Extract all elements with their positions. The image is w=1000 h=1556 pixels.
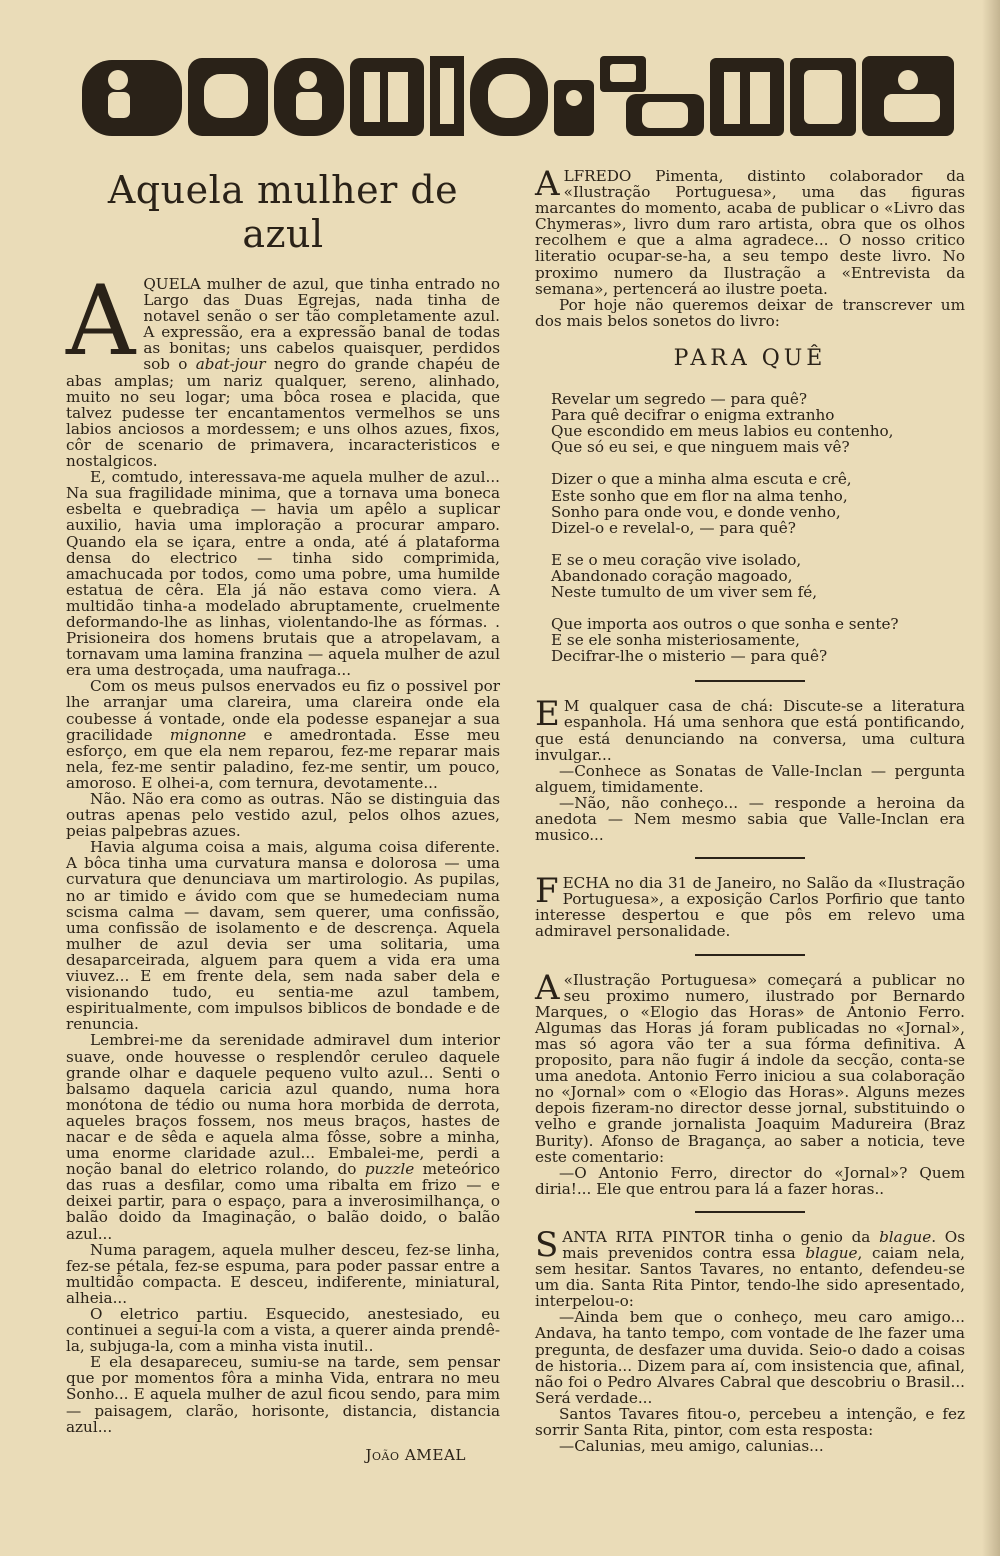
dialogue-line: —O Antonio Ferro, director do «Jornal»? Quem diria!... Ele que entrou para lá a fazer horas.. xyxy=(535,1163,965,1198)
note-paragraph xyxy=(535,1224,966,1311)
note-paragraph xyxy=(535,967,965,1166)
poem-verse: E se ele sonha misteriosamente, xyxy=(551,631,800,650)
italic-term: mignonne xyxy=(169,725,247,744)
poem-verse: Que só eu sei, e que ninguem mais vê? xyxy=(551,438,850,457)
poem-verse: Para quê decifrar o enigma extranho xyxy=(551,406,835,425)
lead-word: QUELA xyxy=(143,275,201,293)
note-exhibition xyxy=(535,871,965,941)
poem-verse: Abandonado coração magoado, xyxy=(551,566,793,585)
dropcap-letter: A xyxy=(66,265,136,377)
poem-verse: Revelar um segredo — para quê? xyxy=(551,390,808,409)
dropcap-letter: S xyxy=(535,1224,559,1265)
italic-term: blague xyxy=(879,1227,932,1246)
lead-word: LFREDO xyxy=(563,167,632,185)
lead-word: ANTA RITA PINTOR xyxy=(562,1227,726,1246)
note-tea-house xyxy=(535,694,965,845)
paragraph-text: , caiam nela, sem hesitar. Santos Tavares, no entanto, defendeu-se um dia. Santa Rita Pintor, tendo-lhe sido apresentado, interpelou-o: xyxy=(535,1243,966,1311)
intro-paragraph xyxy=(535,164,965,298)
paragraph-1 xyxy=(66,265,500,471)
paragraph-4: Não. Não era como as outras. Não se distinguia das outras apenas pelo vestido azul, pelos olhos azues, peias palpebras azues. xyxy=(66,790,500,841)
paragraph-text: «Ilustração Portuguesa» começará a publicar no seu proximo numero, ilustrado por Bernardo Marques, o «Elogio das Horas» de Antonio Ferro. Algumas das Horas já foram publicadas no «Jornal», mas só agora vão ter a sua fórma definitiva. A proposito, para não fugir á indole da secção, conta-se uma anedota. Antonio Ferro iniciou a sua colaboração no «Jornal» com o «Elogio das Horas». Alguns mezes depois fizeram-no director desse jornal, substituindo o velho e grande jornalista Joaquim Madureira (Braz Burity). Afonso de Bragança, ao saber a noticia, teve este comentario: xyxy=(535,970,965,1166)
poem-verse: Que escondido em meus labios eu contenho, xyxy=(551,422,894,441)
italic-term: puzzle xyxy=(364,1160,415,1179)
dropcap-letter: A xyxy=(535,164,560,204)
dropcap-letter: F xyxy=(535,871,559,912)
dropcap-letter: E xyxy=(535,694,560,735)
dialogue-line: —Calunias, meu amigo, calunias... xyxy=(559,1437,824,1456)
section-divider xyxy=(695,954,805,956)
dialogue-line: Santos Tavares fitou-o, percebeu a intenção, e fez sorrir Santa Rita, pintor, com esta resposta: xyxy=(535,1404,965,1439)
paragraph-8: O eletrico partiu. Esquecido, anestesiado, eu continuei a segui-la com a vista, a querer ainda prendê-la, subjuga-la, com a minha vista inutil.. xyxy=(66,1305,500,1356)
poem-title: PARA QUÊ xyxy=(673,345,827,371)
paragraph-text: e amedrontada. Esse meu esforço, em que ela nem reparou, fez-me reparar mais nela, fez-me sentir paladino, fez-me sentir, um pouco, amoroso. E olhei-a, com ternura, devotamente... xyxy=(66,725,501,792)
paragraph-9: E ela desapareceu, sumiu-se na tarde, sem pensar que por momentos fôra a minha Vida, entrara no meu Sonho... E aquela mulher de azul ficou sendo, para mim — paisagem, clarão, horisonte, distancia, distancia azul... xyxy=(66,1353,500,1436)
paragraph-text: . Os mais prevenidos contra essa xyxy=(562,1227,965,1262)
section-divider xyxy=(695,1211,805,1213)
poem-stanza-2 xyxy=(551,471,965,535)
right-column xyxy=(535,164,966,1456)
paragraph-text: Com os meus pulsos enervados eu fiz o possivel por lhe arranjar uma clareira, uma clareira onde ela coubesse á vontade, onde ela podesse espanejar a sua gracilidade xyxy=(66,677,500,744)
lead-word: ECHA xyxy=(562,874,610,893)
dialogue-line: —Conhece as Sonatas de Valle-Inclan — pergunta alguem, timidamente. xyxy=(535,761,965,796)
italic-term: abat-jour xyxy=(195,355,266,374)
poem-verse: Sonho para onde vou, e donde venho, xyxy=(551,502,841,521)
poem-verse: Que importa aos outros o que sonha e sente? xyxy=(551,615,899,634)
lead-word: M xyxy=(563,697,580,716)
paragraph-2: E, comtudo, interessava-me aquela mulher de azul... Na sua fragilidade minima, que a tornava uma boneca esbelta e quebradiça — havia um apêlo a suplicar auxilio, havia uma imploração a procurar amparo. Quando ela se içara, entre a onda, até á plataforma densa do electrico — tinha sido comprimida, amachucada por todos, como uma pobre, uma humilde estatua de cêra. Ela já não estava como viera. A multidão tinha-a modelado abruptamente, cruelmente deformando-lhe as linhas, violentando-lhe as fórmas. . Prisioneira dos homens brutais que a atropelavam, a tornavam uma lamina franzina — aquela mulher de azul era uma destroçada, uma naufraga... xyxy=(66,468,500,680)
paragraph-text: Pimenta, distinto colaborador da «Ilustração Portuguesa», uma das figuras marcantes do momento, acaba de publicar o «Livro das Chymeras», livro dum raro artista, obra que os olhos recolhem e que a alma agradece... O nosso critico literatio ocupar-se-ha, a seu tempo deste livro. No proximo numero da Ilustração a «Entrevista da semana», pertencerá ao ilustre poeta. xyxy=(535,167,965,298)
section-divider xyxy=(695,680,805,682)
poem-verse: Decifrar-lhe o misterio — para quê? xyxy=(551,647,828,666)
dialogue-line: —Ainda bem que o conheço, meu caro amigo... Andava, ha tanto tempo, com vontade de lhe fazer uma pregunta, de desfazer uma duvida. Seio-o dado a coisas de historia... Dizem para aí, com insistencia que, afinal, não foi o Pedro Alvares Cabral que descobriu o Brasil... Será verdade... xyxy=(535,1308,965,1407)
poem-stanza-4 xyxy=(551,616,965,664)
italic-term: blague xyxy=(805,1243,858,1262)
masthead-lettering-image xyxy=(78,50,958,142)
page-edge-shadow xyxy=(982,0,1000,1556)
poem-stanza-3 xyxy=(551,552,965,600)
poem-verse: Este sonho que em flor na alma tenho, xyxy=(551,486,848,505)
article-title: Aquela mulher de azul xyxy=(107,168,459,256)
paragraph-text: mulher de azul, que tinha entrado no Largo das Duas Egrejas, nada tinha de notavel senão o ser tão completamente azul. A expressão, era a expressão banal de todas as bonitas; uns cabelos quaisquer, perdidos sob o xyxy=(143,275,500,374)
paragraph-text: no dia 31 de Janeiro, no Salão da «Ilustração Portuguesa», a exposição Carlos Porfirio que tanto interesse despertou e que pôs em relevo uma admiravel personalidade. xyxy=(535,874,965,941)
left-column xyxy=(66,168,500,1463)
paragraph-text: tinha o genio da xyxy=(725,1227,880,1246)
masthead-logo xyxy=(78,50,958,142)
paragraph-6 xyxy=(66,1032,500,1241)
paragraph-3 xyxy=(66,678,500,791)
paragraph-text: negro do grande chapéu de abas amplas; um nariz qualquer, sereno, alinhado, muito no seu logar; uma bôca rosea e placida, que talvez pudesse ter encantamentos vermelhos se uns labios anciosos a mordessem; e uns olhos azues, fixos, côr de scenario de primavera, incaracteristicos e nostalgicos. xyxy=(66,355,500,471)
dropcap-letter: A xyxy=(535,967,560,1008)
poem-stanza-1 xyxy=(551,391,965,455)
paragraph-text: meteórico das ruas a desfilar, como uma ribalta em frizo — e deixei partir, para o espaço, para a inverosimilhança, o balão doido da Imaginação, o balão doido, o balão azul... xyxy=(66,1160,500,1243)
note-elogio-horas xyxy=(535,967,965,1198)
intro-paragraph-2: Por hoje não queremos deixar de transcrever um dos mais belos sonetos do livro: xyxy=(535,295,965,330)
poem-verse: Dizel-o e revelal-o, — para quê? xyxy=(551,518,796,537)
paragraph-text: Lembrei-me da serenidade admiravel dum interior suave, onde houvesse o resplendôr ceruleo daquele grande olhar e daquele pequeno vulto azul... Senti o balsamo daquela caricia azul quando, numa hora monótona de tédio ou numa hora morbida de derrota, aqueles braços fossem, nos meus braços, hastes de nacar e de sêda e aquela alma fôsse, sobre a minha, uma enorme claridade azul... Embalei-me, perdi a noção banal do eletrico rolando, do xyxy=(66,1031,500,1179)
dialogue-line: —Não, não conheço... — responde a heroina da anedota — Nem mesmo sabia que Valle-Inclan era musico... xyxy=(535,793,965,845)
poem-verse: Neste tumulto de um viver sem fé, xyxy=(551,582,818,601)
paragraph-5: Havia alguma coisa a mais, alguma coisa diferente. A bôca tinha uma curvatura mansa e dolorosa — uma curvatura que denunciava um martirologio. As pupilas, no ar timido e ávido com que se humedeciam numa scisma calma — davam, sem querer, uma confissão, uma confissão de isolamento e de descrença. Aquela mulher de azul devia ser uma solitaria, uma desaparceirada, alguem para quem a vida era uma viuvez... E em frente dela, sem nada saber dela e visionando tudo, eu sentia-me azul tambem, espiritualmente, com impulsos biblicos de bondade e de renuncia. xyxy=(66,838,500,1034)
note-paragraph xyxy=(535,694,965,764)
paragraph-text: qualquer casa de chá: Discute-se a literatura espanhola. Há uma senhora que está pontificando, que está denunciando na conversa, uma cultura invulgar... xyxy=(535,697,965,764)
poem-verse: Dizer o que a minha alma escuta e crê, xyxy=(551,470,852,489)
note-santa-rita xyxy=(535,1224,966,1456)
author-signature: João AMEAL xyxy=(365,1445,466,1464)
section-divider xyxy=(695,857,805,859)
paragraph-7: Numa paragem, aquela mulher desceu, fez-se linha, fez-se pétala, fez-se espuma, para poder passar entre a multidão compacta. E desceu, indiferente, miniatural, alheia... xyxy=(66,1240,500,1307)
poem-verse: E se o meu coração vive isolado, xyxy=(551,550,802,569)
note-paragraph xyxy=(535,871,965,941)
